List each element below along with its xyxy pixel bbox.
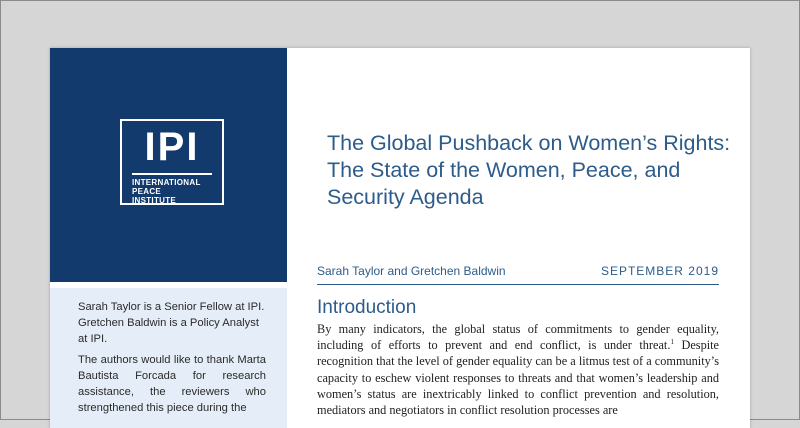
ipi-logo [120,119,224,205]
author-bio-panel [50,288,287,428]
logo-rule [132,173,212,175]
author-bio [78,299,266,421]
logo-name-line: PEACE [132,187,162,196]
logo-mark: IPI [144,125,200,169]
acknowledgements-paragraph: The authors would like to thank Marta Bautista Forcada for research assistance, the reviewers who strengthened this piece during the [78,354,266,414]
sidebar [50,48,287,428]
body-text-part: By many indicators, the global status of commitments to gender equality, including of efforts to prevent and end conflict, is under threat. [317,322,719,353]
logo-name-line: INTERNATIONAL [132,178,201,187]
document-title: The Global Pushback on Women’s Rights: The State of the Women, Peace, and Security Agenda [327,131,731,209]
document-page [50,48,750,428]
publication-date: SEPTEMBER 2019 [600,264,719,278]
section-heading: Introduction [317,297,417,318]
footnote-marker: 1 [670,338,674,347]
logo-name [132,178,201,205]
body-paragraph [317,321,719,418]
logo-panel [50,48,287,282]
main-content [287,48,750,428]
logo-name-line: INSTITUTE [132,196,177,205]
byline-divider [317,284,719,285]
body-text-part: Despite recognition that the level of gender equality can be a litmus test of a community’s capacity to eschew violent responses to threats and that women’s leadership and women’s status are inextricably linked to conflict prevention and resolution, mediators and negotiators in conflict resolution processes are [317,338,720,418]
authors: Sarah Taylor and Gretchen Baldwin [317,264,506,278]
bio-paragraph: Sarah Taylor is a Senior Fellow at IPI. Gretchen Baldwin is a Policy Analyst at IPI. [78,301,265,345]
byline [317,264,719,282]
